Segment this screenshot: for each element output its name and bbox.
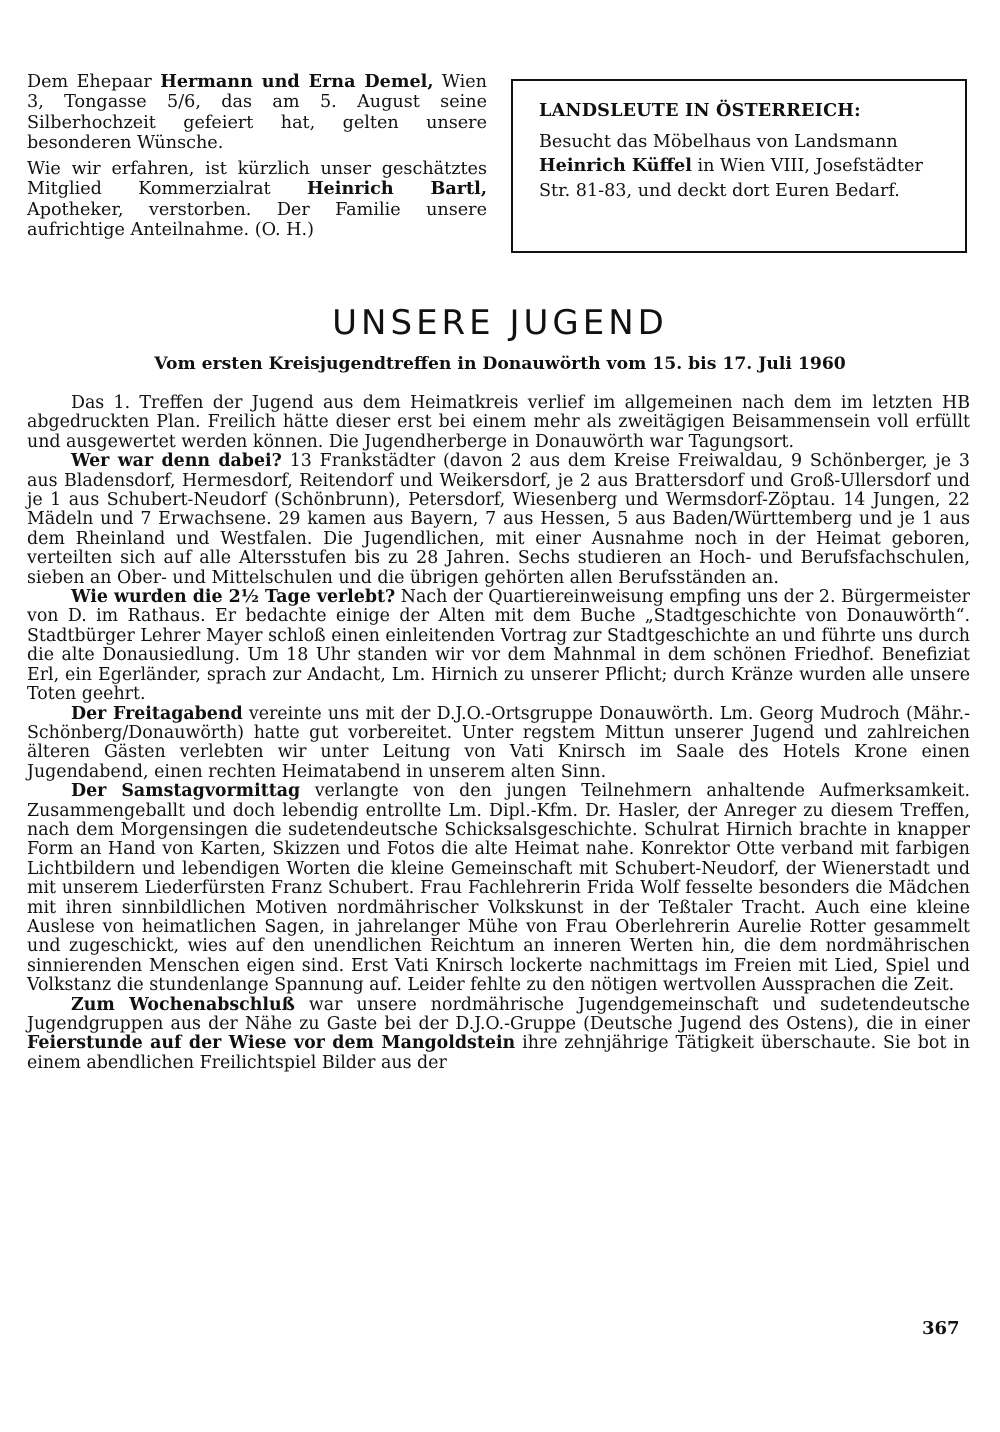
page-number: 367 [922,1318,960,1339]
obituary-notice [27,159,487,240]
notice-bold-name: Heinrich Bartl, [306,178,487,200]
silver-wedding-notice [27,72,487,153]
ad-text: Besucht das Möbelhaus von Landsmann [539,131,898,152]
article-body [27,394,970,1073]
advertisement-title: LANDSLEUTE IN ÖSTERREICH: [539,100,861,121]
advertisement-text [539,130,951,204]
notice-text: Wien 3, Tongasse 5/6, das am 5. August seine Silberhochzeit gefeiert hat, gelten unsere besonderen Wünsche. [27,72,487,153]
article-paragraph [27,782,970,995]
paragraph-text: Das 1. Treffen der Jugend aus dem Heimatkreis verlief im allgemeinen nach dem im letzten HB abgedruckten Plan. Freilich hätte dieser erst bei einem mehr als zweitägigen Beisammensein voll erfüllt und ausgewertet werden können. Die Jugendherberge in Donauwörth war Tagungsort. [27,393,970,452]
paragraph-bold-phrase: Feierstunde auf der Wiese vor dem Mangoldstein [27,1033,516,1054]
paragraph-text: ihre zehnjährige Tätigkeit überschaute. Sie bot in einem abendlichen Freilichtspiel Bilder aus der [27,1033,970,1073]
article-paragraph [27,705,970,783]
paragraph-text: 13 Frankstädter (davon 2 aus dem Kreise Freiwaldau, 9 Schönberger, je 3 aus Bladensdorf, Hermesdorf, Reitendorf und Weikersdorf, je 2 aus Brattersdorf und Groß-Ullersdorf und je 1 aus Schubert-Neudorf (Schönbrunn), Petersdorf, Wiesenberg und Wermsdorf-Zöptau. 14 Jungen, 22 Mädeln und 7 Erwachsene. 29 kamen aus Bayern, 7 aus Hessen, 5 aus Baden/Württemberg und je 1 aus dem Rheinland und Westfalen. Die Jugendlichen, mit einer Ausnahme noch in der Heimat geboren, verteilten sich auf alle Altersstufen bis zu 28 Jahren. Sechs studieren an Hoch- und Berufsfachschulen, sieben an Ober- und Mittelschulen und die übrigen gehörten allen Berufsständen an. [27,451,970,588]
section-heading: UNSERE JUGEND [332,303,668,343]
article-paragraph [27,394,970,452]
left-column-notices [27,72,487,246]
notice-text: Wie wir erfahren, ist kürzlich unser geschätztes Mitglied Kommerzialrat [27,159,487,200]
paragraph-lead: Wer war denn dabei? [71,451,282,472]
paragraph-lead: Der Freitagabend [71,703,243,724]
notice-bold-names: Hermann und Erna Demel, [160,71,434,92]
notice-text: Apotheker, verstorben. Der Familie unsere aufrichtige Anteilnahme. (O. H.) [27,199,487,241]
paragraph-text: war unsere nordmährische Jugendgemeinschaft und sudetendeutsche Jugendgruppen aus der Nähe zu Gaste bei der D.J.O.-Gruppe (Deutsche Jugend des Ostens), die in einer [27,994,970,1034]
article-paragraph [27,588,970,704]
paragraph-lead: Zum Wochenabschluß [71,994,295,1015]
paragraph-text: Nach der Quartiereinweisung empfing uns der 2. Bürgermeister von D. im Rathaus. Er bedachte einige der Alten mit dem Buche „Stadtgeschichte von Donauwörth“. Stadtbürger Lehrer Mayer schloß einen einleitenden Vortrag zur Stadtgeschichte an und führte uns durch die alte Donausiedlung. Um 18 Uhr standen wir vor dem Mahnmal in dem schönen Friedhof. Benefiziat Erl, ein Egerländer, sprach zur Andacht, Lm. Hirnich zu unserer Pflicht; durch Kränze wurden alle unsere Toten geehrt. [27,587,970,705]
section-subheading: Vom ersten Kreisjugendtreffen in Donauwörth vom 15. bis 17. Juli 1960 [154,354,846,374]
notice-text: Dem Ehepaar [27,72,161,92]
paragraph-text: verlangte von den jungen Teilnehmern anhaltende Aufmerksamkeit. Zusammengeballt und doch lebendig entrollte Lm. Dipl.-Kfm. Dr. Hasler, der Anreger zu diesem Treffen, nach dem Morgensingen die sudetendeutsche Schicksalsgeschichte. Schulrat Hirnich brachte in knapper Form an Hand von Karten, Skizzen und Fotos die alte Heimat nahe. Konrektor Otte verband mit farbigen Lichtbildern und lebendigen Worten die kleine Gemeinschaft mit Schubert-Neudorf, der Wienerstadt und mit unserem Liederfürsten Franz Schubert. Frau Fachlehrerin Frida Wolf fesselte besonders die Mädchen mit ihren sinnbildlichen Motiven nordmährischer Volkskunst in der Teßtaler Tracht. Auch eine kleine Auslese von heimatlichen Sagen, in jahrelanger Mühe von Frau Oberlehrerin Aurelie Rotter gesammelt und zugeschickt, wies auf den unendlichen Reichtum an inneren Werten hin, die dem nordmährischen sinnierenden Menschen eigen sind. Erst Vati Knirsch lockerte nachmittags im Freien mit Lied, Spiel und Volkstanz die stundenlange Spannung auf. Leider fehlte zu den nötigen wertvollen Aussprachen die Zeit. [27,781,970,996]
paragraph-lead: Der Samstagvormittag [71,781,301,802]
ad-text: in Wien VIII, Josefstädter Str. 81-83, und deckt dort Euren Bedarf. [539,156,923,201]
article-paragraph [27,996,970,1074]
ad-bold-name: Heinrich Küffel [539,155,692,176]
paragraph-lead: Wie wurden die 2½ Tage verlebt? [71,587,396,608]
paragraph-text: vereinte uns mit der D.J.O.-Ortsgruppe Donauwörth. Lm. Georg Mudroch (Mähr.-Schönberg/Donauwörth) hatte gut vorbereitet. Unter regstem Mittun unserer Jugend und zahlreichen älteren Gästen verlebten wir unter Leitung von Vati Knirsch im Saale des Hotels Krone einen Jugendabend, einen rechten Heimatabend in unserem alten Sinn. [27,703,970,782]
article-paragraph [27,452,970,588]
advertisement-box [511,79,967,253]
